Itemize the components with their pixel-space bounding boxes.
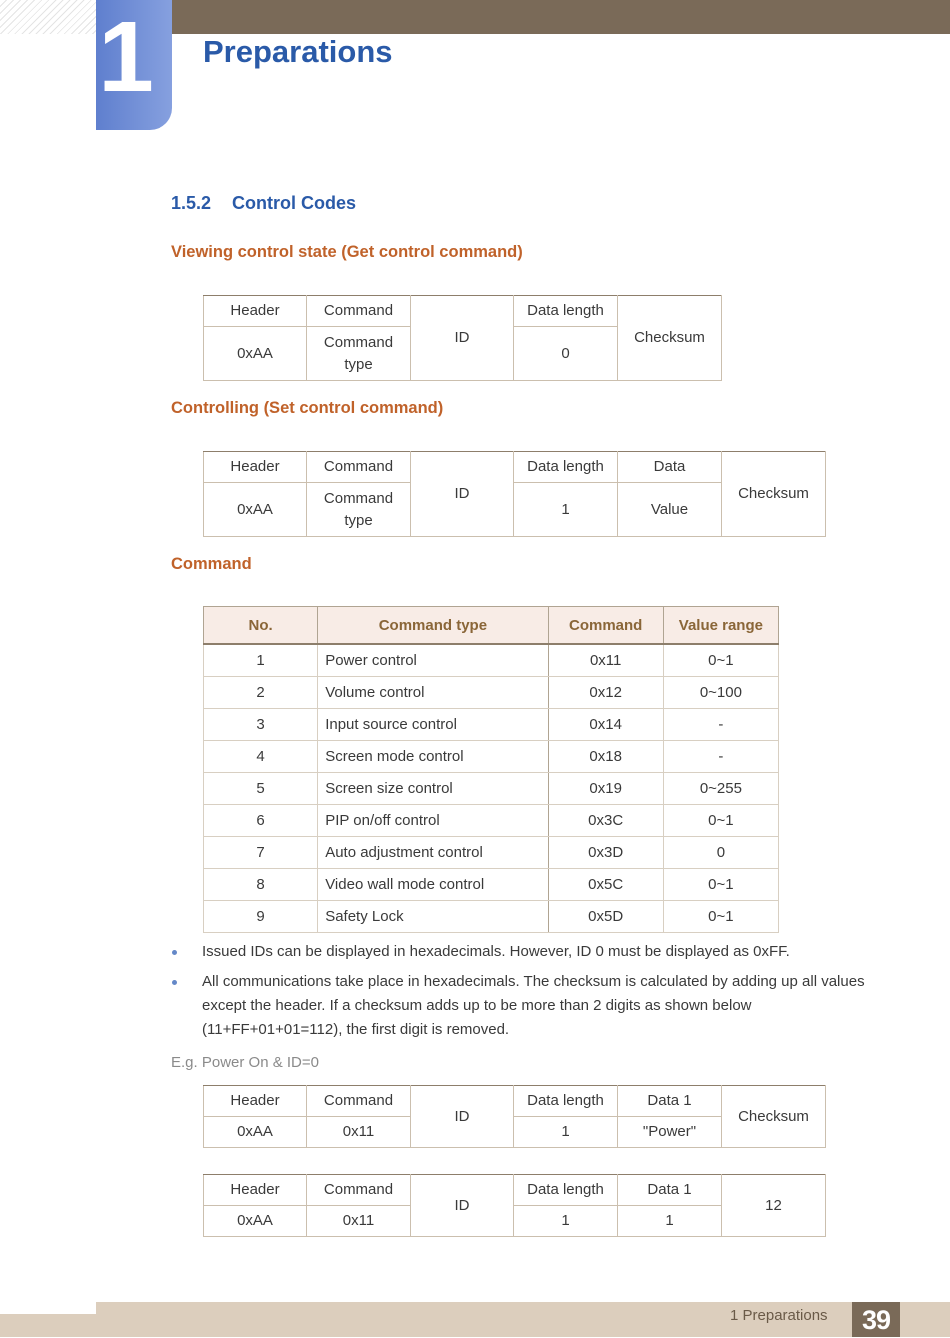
cell-command-type: Safety Lock <box>318 901 548 933</box>
cell-data-length-label: Data length <box>514 296 618 327</box>
get-command-heading: Viewing control state (Get control command) <box>171 243 523 261</box>
cell-command-value: Command type <box>307 483 411 537</box>
cell-value-range: - <box>663 741 778 773</box>
note-item <box>171 940 883 964</box>
cell-id-label: ID <box>411 452 514 537</box>
command-table <box>203 606 779 933</box>
table-row <box>204 677 779 709</box>
cell-command: 0x5D <box>548 901 663 933</box>
cell-value-range: - <box>663 709 778 741</box>
cell-command: 0x11 <box>548 644 663 677</box>
cell-command-label: Command <box>307 1086 411 1117</box>
cell-command-type: Power control <box>318 644 548 677</box>
cell-id-label: ID <box>411 296 514 381</box>
example-table-1 <box>203 1085 826 1148</box>
cell-checksum-value: 12 <box>722 1175 826 1237</box>
cell-command-type: Input source control <box>318 709 548 741</box>
header-hatch-decoration <box>0 0 96 34</box>
cell-data1-value: 1 <box>618 1206 722 1237</box>
cell-command-type: Screen mode control <box>318 741 548 773</box>
footer-bar-left <box>0 1314 96 1337</box>
cell-data-label: Data <box>618 452 722 483</box>
table-row <box>204 901 779 933</box>
cell-value-range: 0 <box>663 837 778 869</box>
cell-no: 2 <box>204 677 318 709</box>
command-heading: Command <box>171 555 252 573</box>
cell-command-value: 0x11 <box>307 1117 411 1148</box>
note-text: All communications take place in hexadecimals. The checksum is calculated by adding up all values except the header. If a checksum adds up to be more than 2 digits as shown below (11+FF+01+01=112), the first digit is removed. <box>202 973 865 1038</box>
cell-command-label: Command <box>307 296 411 327</box>
cell-command-type: Volume control <box>318 677 548 709</box>
table-row <box>204 869 779 901</box>
cell-header-value: 0xAA <box>204 327 307 381</box>
chapter-title: Preparations <box>203 34 393 69</box>
cell-id-label: ID <box>411 1175 514 1237</box>
cell-data-length-value: 1 <box>514 483 618 537</box>
section-title <box>171 193 356 214</box>
table-row <box>204 741 779 773</box>
cell-data-length-value: 1 <box>514 1117 618 1148</box>
table-row <box>204 837 779 869</box>
cell-header-value: 0xAA <box>204 483 307 537</box>
column-header-command: Command <box>548 607 663 645</box>
chapter-number: 1 <box>98 1 154 113</box>
cell-header-label: Header <box>204 296 307 327</box>
cell-no: 9 <box>204 901 318 933</box>
cell-command: 0x14 <box>548 709 663 741</box>
bullet-icon <box>172 950 177 955</box>
cell-command-type: Auto adjustment control <box>318 837 548 869</box>
cell-id-label: ID <box>411 1086 514 1148</box>
cell-data1-label: Data 1 <box>618 1175 722 1206</box>
cell-command: 0x3C <box>548 805 663 837</box>
table-row <box>204 709 779 741</box>
note-text: Issued IDs can be displayed in hexadecimals. However, ID 0 must be displayed as 0xFF. <box>202 943 790 960</box>
cell-command-label: Command <box>307 1175 411 1206</box>
table-row <box>204 644 779 677</box>
table-row <box>204 805 779 837</box>
cell-no: 8 <box>204 869 318 901</box>
section-number: 1.5.2 <box>171 193 212 213</box>
cell-header-value: 0xAA <box>204 1206 307 1237</box>
cell-data-length-value: 1 <box>514 1206 618 1237</box>
bullet-icon <box>172 980 177 985</box>
cell-no: 3 <box>204 709 318 741</box>
column-header-value-range: Value range <box>663 607 778 645</box>
cell-data-length-label: Data length <box>514 1175 618 1206</box>
cell-data1-value: "Power" <box>618 1117 722 1148</box>
cell-data-length-value: 0 <box>514 327 618 381</box>
cell-no: 7 <box>204 837 318 869</box>
cell-data1-label: Data 1 <box>618 1086 722 1117</box>
cell-no: 1 <box>204 644 318 677</box>
cell-value-range: 0~1 <box>663 644 778 677</box>
set-command-table <box>203 451 826 537</box>
cell-command: 0x5C <box>548 869 663 901</box>
column-header-no: No. <box>204 607 318 645</box>
cell-checksum-label: Checksum <box>722 452 826 537</box>
cell-command: 0x3D <box>548 837 663 869</box>
cell-command-type: Screen size control <box>318 773 548 805</box>
cell-checksum-label: Checksum <box>618 296 722 381</box>
cell-command: 0x18 <box>548 741 663 773</box>
cell-header-value: 0xAA <box>204 1117 307 1148</box>
notes-list <box>171 940 883 1048</box>
cell-command-type: PIP on/off control <box>318 805 548 837</box>
column-header-command-type: Command type <box>318 607 548 645</box>
cell-header-label: Header <box>204 1175 307 1206</box>
cell-checksum-label: Checksum <box>722 1086 826 1148</box>
note-item <box>171 970 883 1042</box>
cell-value-range: 0~1 <box>663 901 778 933</box>
cell-value-range: 0~1 <box>663 805 778 837</box>
cell-value-range: 0~1 <box>663 869 778 901</box>
cell-data-length-label: Data length <box>514 1086 618 1117</box>
cell-header-label: Header <box>204 1086 307 1117</box>
cell-value-range: 0~100 <box>663 677 778 709</box>
example-table-2 <box>203 1174 826 1237</box>
example-label: E.g. Power On & ID=0 <box>171 1054 319 1071</box>
cell-command-type: Video wall mode control <box>318 869 548 901</box>
cell-command: 0x12 <box>548 677 663 709</box>
cell-no: 6 <box>204 805 318 837</box>
cell-no: 4 <box>204 741 318 773</box>
cell-command-value: Command type <box>307 327 411 381</box>
table-row <box>204 773 779 805</box>
page-number: 39 <box>852 1302 900 1337</box>
cell-value-range: 0~255 <box>663 773 778 805</box>
header-bar <box>96 0 950 34</box>
cell-command-value: 0x11 <box>307 1206 411 1237</box>
cell-header-label: Header <box>204 452 307 483</box>
section-name: Control Codes <box>232 193 356 213</box>
cell-no: 5 <box>204 773 318 805</box>
footer-chapter-label: 1 Preparations <box>730 1307 828 1324</box>
cell-data-length-label: Data length <box>514 452 618 483</box>
cell-command-label: Command <box>307 452 411 483</box>
get-command-table <box>203 295 722 381</box>
cell-command: 0x19 <box>548 773 663 805</box>
set-command-heading: Controlling (Set control command) <box>171 399 444 417</box>
cell-data-value: Value <box>618 483 722 537</box>
